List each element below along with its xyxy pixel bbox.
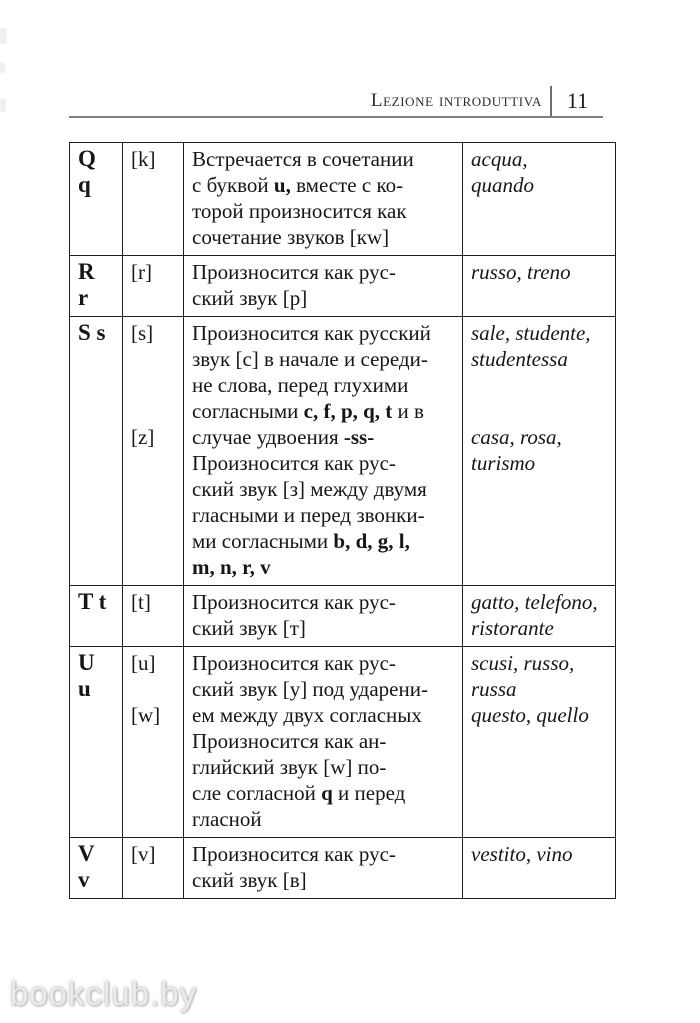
transcription-cell: [123, 586, 184, 647]
example-words: russo, treno: [471, 260, 571, 284]
bold-letters: q: [321, 781, 333, 805]
example-words: acqua,: [471, 147, 528, 171]
transcription-label: [t]: [131, 590, 151, 614]
empty-line: [131, 676, 181, 702]
examples-cell: [463, 838, 616, 899]
transcription-cell: [123, 143, 184, 256]
page-number: 11: [566, 88, 589, 113]
transcription-cell: [123, 256, 184, 317]
transcription-label: [k]: [131, 147, 156, 171]
description-line: глийский звук [w] по-: [192, 755, 387, 779]
description-line: Произносится как рус-: [192, 590, 396, 614]
description-line: гласными и перед звонки-: [192, 503, 425, 527]
transcription-cell: [123, 317, 184, 586]
scan-artifact: [0, 62, 5, 73]
example-words: ristorante: [471, 616, 554, 640]
letter-text: T t: [78, 589, 107, 614]
header-rule: [69, 116, 603, 118]
empty-line: [471, 398, 613, 424]
examples-cell: [463, 143, 616, 256]
description-cell: [184, 256, 463, 317]
description-cell: [184, 143, 463, 256]
section-title: Lezione introduttiva: [370, 90, 542, 111]
bold-letters: u,: [273, 173, 291, 197]
description-line: Встречается в сочетании: [192, 147, 414, 171]
empty-line: [471, 372, 613, 398]
example-words: vestito, vino: [471, 842, 573, 866]
letter-cell: [70, 647, 123, 838]
description-line: ский звук [т]: [192, 616, 306, 640]
letter-cell: [70, 317, 123, 586]
letter-text: S s: [78, 320, 106, 345]
bold-letters: b, d, g, l,: [333, 529, 410, 553]
table-row: [70, 647, 616, 838]
example-words: gatto, telefono,: [471, 590, 598, 614]
examples-cell: [463, 317, 616, 586]
transcription-label: [u]: [131, 651, 156, 675]
description-line: не слова, перед глухими: [192, 373, 409, 397]
letter-text: q: [78, 172, 91, 197]
scan-artifact: [0, 99, 6, 112]
letter-text: u: [78, 676, 91, 701]
examples-cell: [463, 256, 616, 317]
example-words: sale, studente,: [471, 321, 591, 345]
description-line: [192, 554, 460, 580]
example-words: scusi, russo,: [471, 651, 575, 675]
description-line: Произносится как рус-: [192, 451, 396, 475]
empty-line: [131, 346, 181, 372]
table-row: [70, 317, 616, 586]
examples-cell: [463, 586, 616, 647]
scan-artifact: [0, 28, 7, 44]
transcription-label: [v]: [131, 842, 156, 866]
description-cell: [184, 838, 463, 899]
table-row: [70, 143, 616, 256]
letter-cell: [70, 838, 123, 899]
letter-cell: [70, 586, 123, 647]
letter-text: r: [78, 285, 89, 310]
description-line: ский звук [з] между двумя: [192, 477, 427, 501]
bold-letters: m, n, r, v: [192, 555, 271, 579]
pronunciation-table: [69, 142, 616, 899]
transcription-label: [z]: [131, 425, 155, 449]
example-words: russa: [471, 677, 517, 701]
letter-text: R: [78, 259, 95, 284]
table-row: [70, 586, 616, 647]
description-line: гласной: [192, 807, 262, 831]
description-cell: [184, 317, 463, 586]
empty-line: [131, 372, 181, 398]
letter-text: U: [78, 650, 95, 675]
description-line: согласными c, f, p, q, t и в: [192, 399, 424, 423]
description-cell: [184, 586, 463, 647]
example-words: studentessa: [471, 347, 568, 371]
letter-cell: [70, 143, 123, 256]
description-line: ский звук [у] под ударени-: [192, 677, 428, 701]
transcription-label: [r]: [131, 260, 152, 284]
description-line: Произносится как рус-: [192, 651, 396, 675]
example-words: quando: [471, 173, 534, 197]
description-line: ский звук [р]: [192, 286, 308, 310]
description-line: торой произносится как: [192, 199, 407, 223]
transcription-cell: [123, 647, 184, 838]
description-line: Произносится как ан-: [192, 729, 387, 753]
transcription-cell: [123, 838, 184, 899]
description-cell: [184, 647, 463, 838]
bold-letters: c, f, p, q, t: [303, 399, 393, 423]
watermark-text: bookclub.by: [10, 975, 198, 1012]
description-line: ский звук [в]: [192, 868, 307, 892]
description-line: звук [с] в начале и середи-: [192, 347, 428, 371]
description-line: ми согласными b, d, g, l,: [192, 529, 410, 553]
description-line: случае удвоения -ss-: [192, 425, 375, 449]
empty-line: [131, 398, 181, 424]
example-words: questo, quello: [471, 703, 589, 727]
letter-cell: [70, 256, 123, 317]
letter-text: V: [78, 841, 95, 866]
description-line: с буквой u, вместе с ко-: [192, 173, 404, 197]
description-line: Произносится как русский: [192, 321, 431, 345]
description-line: сочетание звуков [кw]: [192, 225, 390, 249]
transcription-label: [s]: [131, 321, 154, 345]
letter-text: Q: [78, 146, 96, 171]
letter-text: v: [78, 867, 90, 892]
description-line: ем между двух согласных: [192, 703, 422, 727]
bold-letters: -ss-: [343, 425, 375, 449]
example-words: turismo: [471, 451, 536, 475]
examples-cell: [463, 647, 616, 838]
description-line: сле согласной q и перед: [192, 781, 406, 805]
page-header: [69, 86, 603, 116]
example-words: casa, rosa,: [471, 425, 562, 449]
transcription-label: [w]: [131, 703, 161, 727]
description-line: Произносится как рус-: [192, 842, 396, 866]
table-row: [70, 838, 616, 899]
table-row: [70, 256, 616, 317]
description-line: Произносится как рус-: [192, 260, 396, 284]
